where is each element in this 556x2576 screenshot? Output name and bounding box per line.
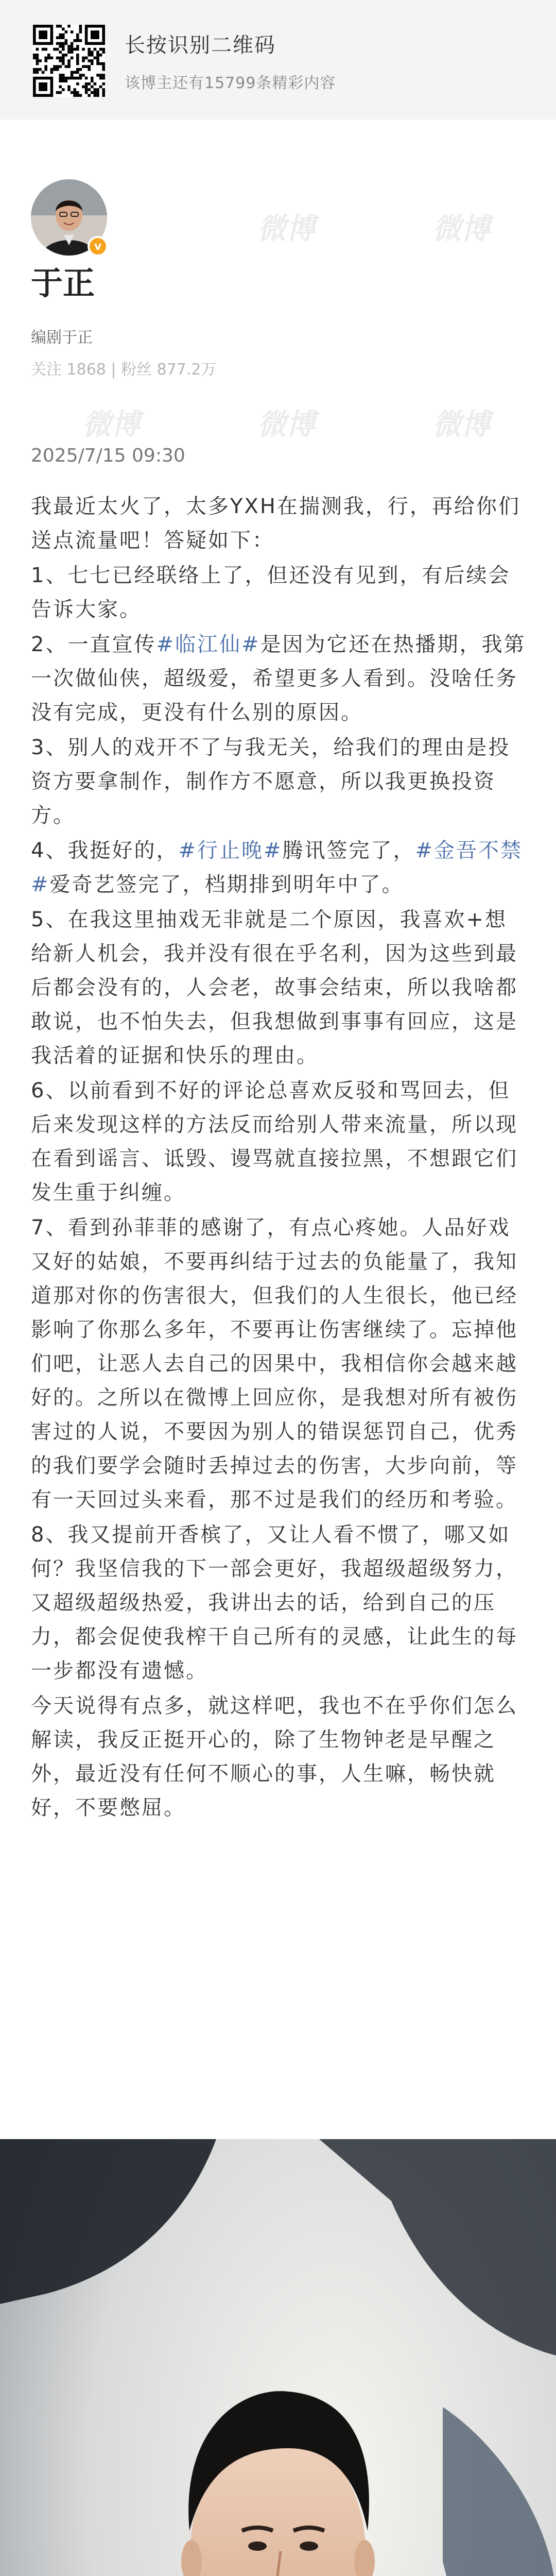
post-paragraph <box>31 1074 527 1210</box>
watermark: 微博 <box>432 408 490 442</box>
banner-title: 长按识别二维码 <box>125 33 276 57</box>
hashtag-link[interactable]: #临江仙# <box>156 633 260 656</box>
watermark: 微博 <box>257 408 315 442</box>
post-text: 1、七七已经联络上了，但还没有见到，有后续会告诉大家。 <box>31 564 511 621</box>
hashtag-link[interactable]: #行止晚# <box>178 839 283 862</box>
banner-subtitle: 该博主还有15799条精彩内容 <box>125 74 336 92</box>
post-paragraph <box>31 903 527 1073</box>
post-paragraph <box>31 489 527 557</box>
post-text: 6、以前看到不好的评论总喜欢反驳和骂回去，但后来发现这样的方法反而给别人带来流量，所以现在看到谣言、诋毁、谩骂就直接拉黑，不想跟它们发生重于纠缠。 <box>31 1079 518 1205</box>
qr-code-icon[interactable] <box>33 25 105 97</box>
post-paragraph <box>31 834 527 902</box>
post-text: 是因为它还在热播期，我第一次做仙侠，超级爱，希望更多人看到。没啥任务没有完成，更没有什么别的原因。 <box>31 633 526 724</box>
post-paragraph <box>31 1689 527 1825</box>
post-text: 3、别人的戏开不了与我无关，给我们的理由是投资方要拿制作，制作方不愿意，所以我更换投资方。 <box>31 736 511 827</box>
watermark: 微博 <box>82 408 140 442</box>
verified-badge-icon: v <box>88 236 108 257</box>
post-paragraph <box>31 731 527 833</box>
post-text: 5、在我这里抽戏无非就是二个原因，我喜欢+想给新人机会，我并没有很在乎名利，因为这些到最后都会没有的，人会老，故事会结束，所以我啥都敢说，也不怕失去，但我想做到事事有回应，这是我活着的证据和快乐的理由。 <box>31 908 518 1067</box>
profile-stats: 关注 1868 | 粉丝 877.2万 <box>31 361 217 379</box>
post-text: 8、我又提前开香槟了，又让人看不惯了，哪又如何？我坚信我的下一部会更好，我超级超级努力，又超级超级热爱，我讲出去的话，给到自己的压力，都会促使我榨干自己所有的灵感，让此生的每一步都没有遗憾。 <box>31 1523 518 1683</box>
post-text: 我最近太火了，太多YXH在揣测我，行，再给你们送点流量吧！答疑如下： <box>31 495 520 552</box>
post-paragraph <box>31 1211 527 1517</box>
post-text: 腾讯签完了， <box>282 839 415 862</box>
post-text: 4、我挺好的， <box>31 839 179 862</box>
watermark: 微博 <box>257 212 315 246</box>
post-paragraph <box>31 1518 527 1688</box>
profile-subtitle: 编剧于正 <box>31 329 93 347</box>
post-paragraph <box>31 558 527 626</box>
post-text: 今天说得有点多，就这样吧，我也不在乎你们怎么解读，我反正挺开心的，除了生物钟老是早醒之外，最近没有任何不顺心的事，人生嘛，畅快就好，不要憋屈。 <box>31 1694 518 1820</box>
post-date: 2025/7/15 09:30 <box>31 445 185 466</box>
post-text: 2、一直宣传 <box>31 633 157 656</box>
post-image[interactable] <box>0 2139 556 2576</box>
hashtag-link[interactable]: #金吾不禁# <box>31 839 523 896</box>
post-paragraph <box>31 628 527 730</box>
post-text: 7、看到孙菲菲的感谢了，有点心疼她。人品好戏又好的姑娘，不要再纠结于过去的负能量了，我知道那对你的伤害很大，但我们的人生很长，他已经影响了你那么多年，不要再让伤害继续了。忘掉他们吧，让恶人去自己的因果中，我相信你会越来越好的。之所以在微博上回应你，是我想对所有被伤害过的人说，不要因为别人的错误惩罚自己，优秀的我们要学会随时丢掉过去的伤害，大步向前，等有一天回过头来看，那不过是我们的经历和考验。 <box>31 1216 518 1512</box>
watermark: 微博 <box>432 212 490 246</box>
profile-name[interactable]: 于正 <box>31 264 95 302</box>
post-body <box>31 489 527 1826</box>
post-text: 爱奇艺签完了，档期排到明年中了。 <box>49 873 404 896</box>
qr-top-banner <box>0 0 556 120</box>
